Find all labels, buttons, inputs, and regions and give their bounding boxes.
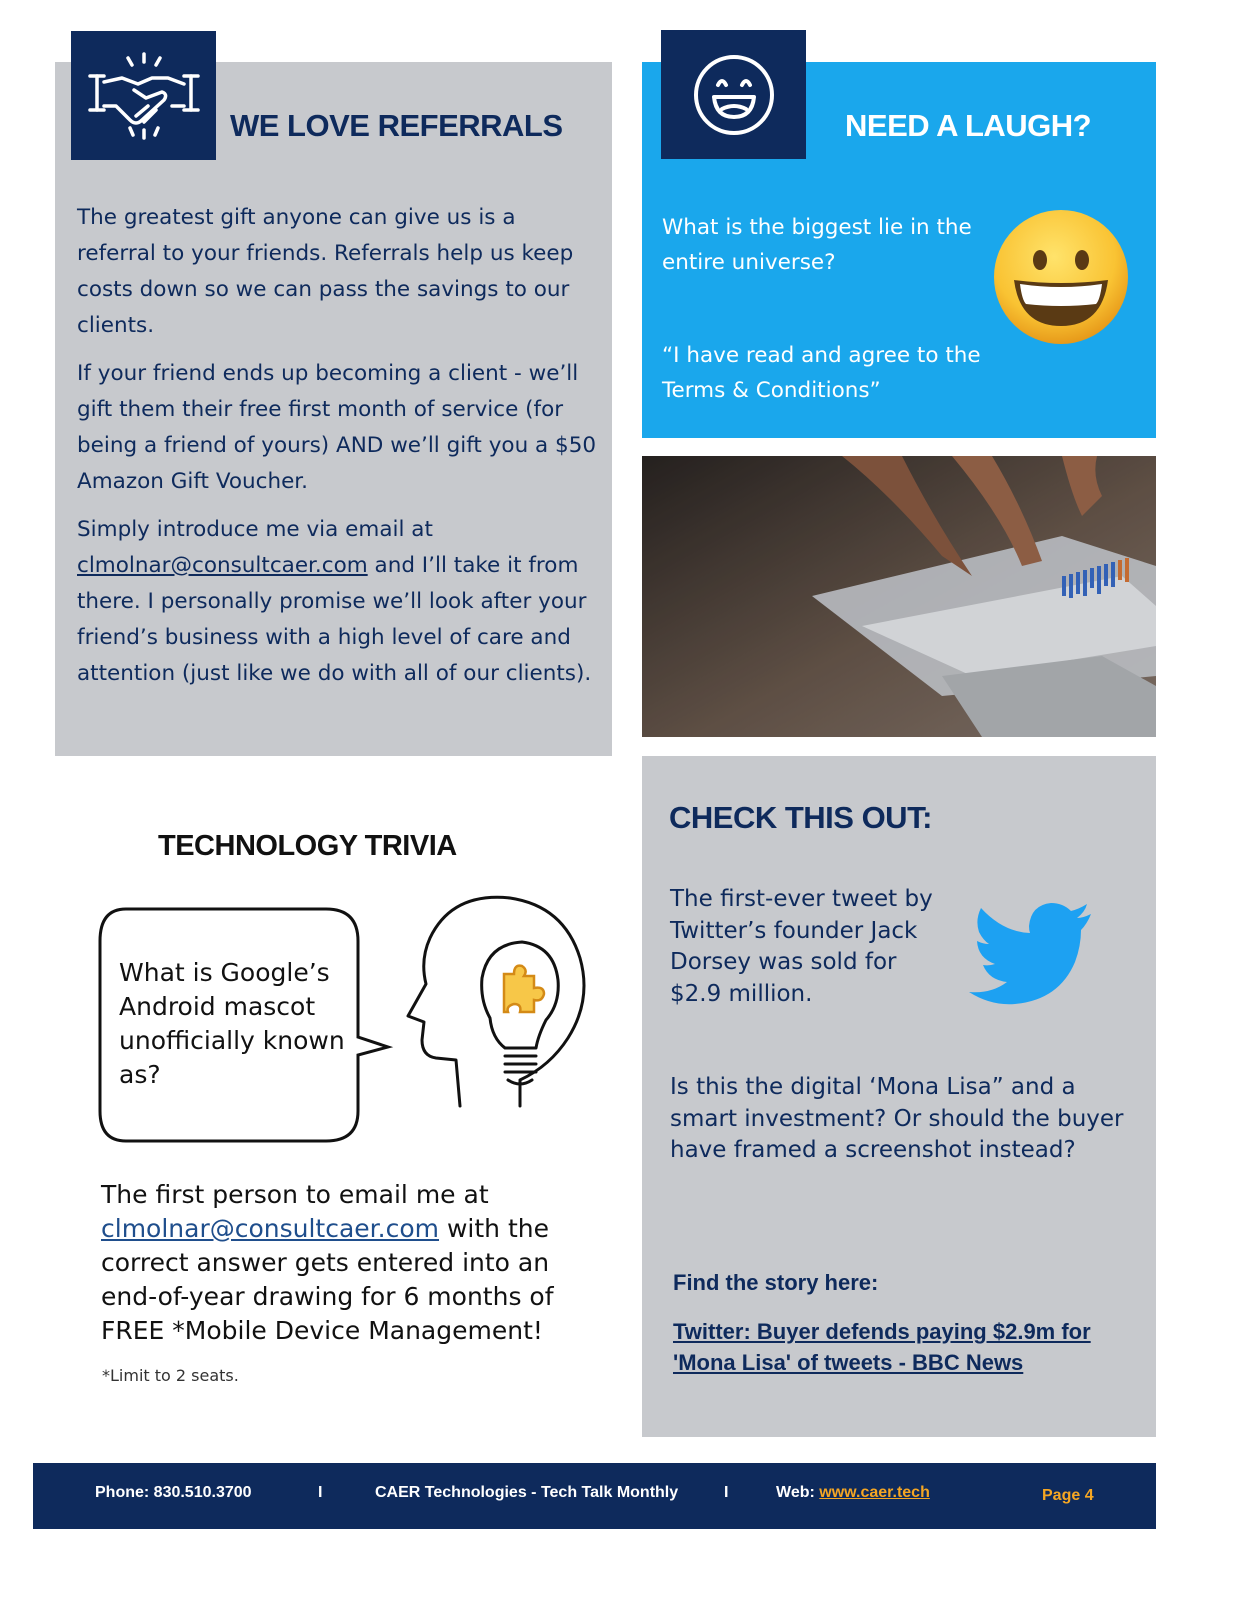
referrals-title: WE LOVE REFERRALS — [230, 108, 563, 143]
find-story-label: Find the story here: — [673, 1270, 879, 1295]
footer-separator: I — [318, 1484, 323, 1501]
referrals-icon-box — [71, 31, 216, 160]
referrals-closing-text: and I’ll take it from there. I personally promise we’ll look after your friend’s business with a high level of care and attention (just like we do with all of our clients). — [77, 553, 592, 686]
trivia-closing-text: with the correct answer gets entered into an end-of-year drawing for 6 months of FREE *Mobile Device Management! — [101, 1214, 554, 1345]
footer-company: CAER Technologies - Tech Talk Monthly — [375, 1484, 679, 1501]
referrals-paragraph — [77, 512, 597, 692]
tweet-fact: The first-ever tweet by Twitter’s founder Jack Dorsey was sold for $2.9 million. — [670, 886, 933, 1007]
footer-separator: I — [724, 1484, 729, 1501]
laugh-answer: “I have read and agree to the Terms & Conditions” — [662, 343, 981, 403]
trivia-footnote: *Limit to 2 seats. — [102, 1366, 239, 1385]
twitter-bird-icon — [965, 902, 1093, 1006]
footer-web — [776, 1484, 930, 1502]
footer-web-label: Web: — [776, 1484, 820, 1501]
referrals-body — [77, 200, 597, 704]
referrals-paragraph: The greatest gift anyone can give us is a referral to your friends. Referrals help us keep costs down so we can pass the savings to our clients. — [77, 205, 574, 338]
lightbulb-head-icon — [400, 888, 596, 1110]
trivia-body — [101, 1178, 601, 1348]
trivia-question: What is Google’s Android mascot unofficially known as? — [119, 958, 345, 1089]
trivia-email-link[interactable]: clmolnar@consultcaer.com — [101, 1214, 440, 1243]
laugh-icon-box — [661, 30, 806, 159]
referrals-email-link[interactable]: clmolnar@consultcaer.com — [77, 553, 368, 578]
smile-face-icon — [686, 47, 782, 143]
page-number: Page 4 — [1042, 1487, 1094, 1504]
business-photo — [642, 456, 1156, 737]
laugh-title: NEED A LAUGH? — [845, 108, 1092, 143]
grinning-emoji-icon — [992, 208, 1130, 346]
footer-web-link[interactable]: www.caer.tech — [819, 1484, 930, 1501]
check-title: CHECK THIS OUT: — [669, 800, 932, 835]
bbc-news-link[interactable]: Twitter: Buyer defends paying $2.9m for 'Mona Lisa' of tweets - BBC News — [673, 1319, 1091, 1375]
handshake-icon — [86, 48, 202, 144]
check-question: Is this the digital ‘Mona Lisa” and a smart investment? Or should the buyer have framed a screenshot instead? — [670, 1074, 1124, 1163]
trivia-title: TECHNOLOGY TRIVIA — [158, 830, 457, 862]
footer-phone: Phone: 830.510.3700 — [95, 1484, 252, 1501]
referrals-paragraph: If your friend ends up becoming a client - we’ll gift them their free first month of service (for being a friend of yours) AND we’ll gift you a $50 Amazon Gift Voucher. — [77, 361, 597, 494]
paperwork-image — [642, 456, 1156, 737]
referrals-intro-text: Simply introduce me via email at — [77, 517, 433, 542]
laugh-question: What is the biggest lie in the entire universe? — [662, 215, 972, 275]
trivia-intro-text: The first person to email me at — [101, 1180, 489, 1209]
